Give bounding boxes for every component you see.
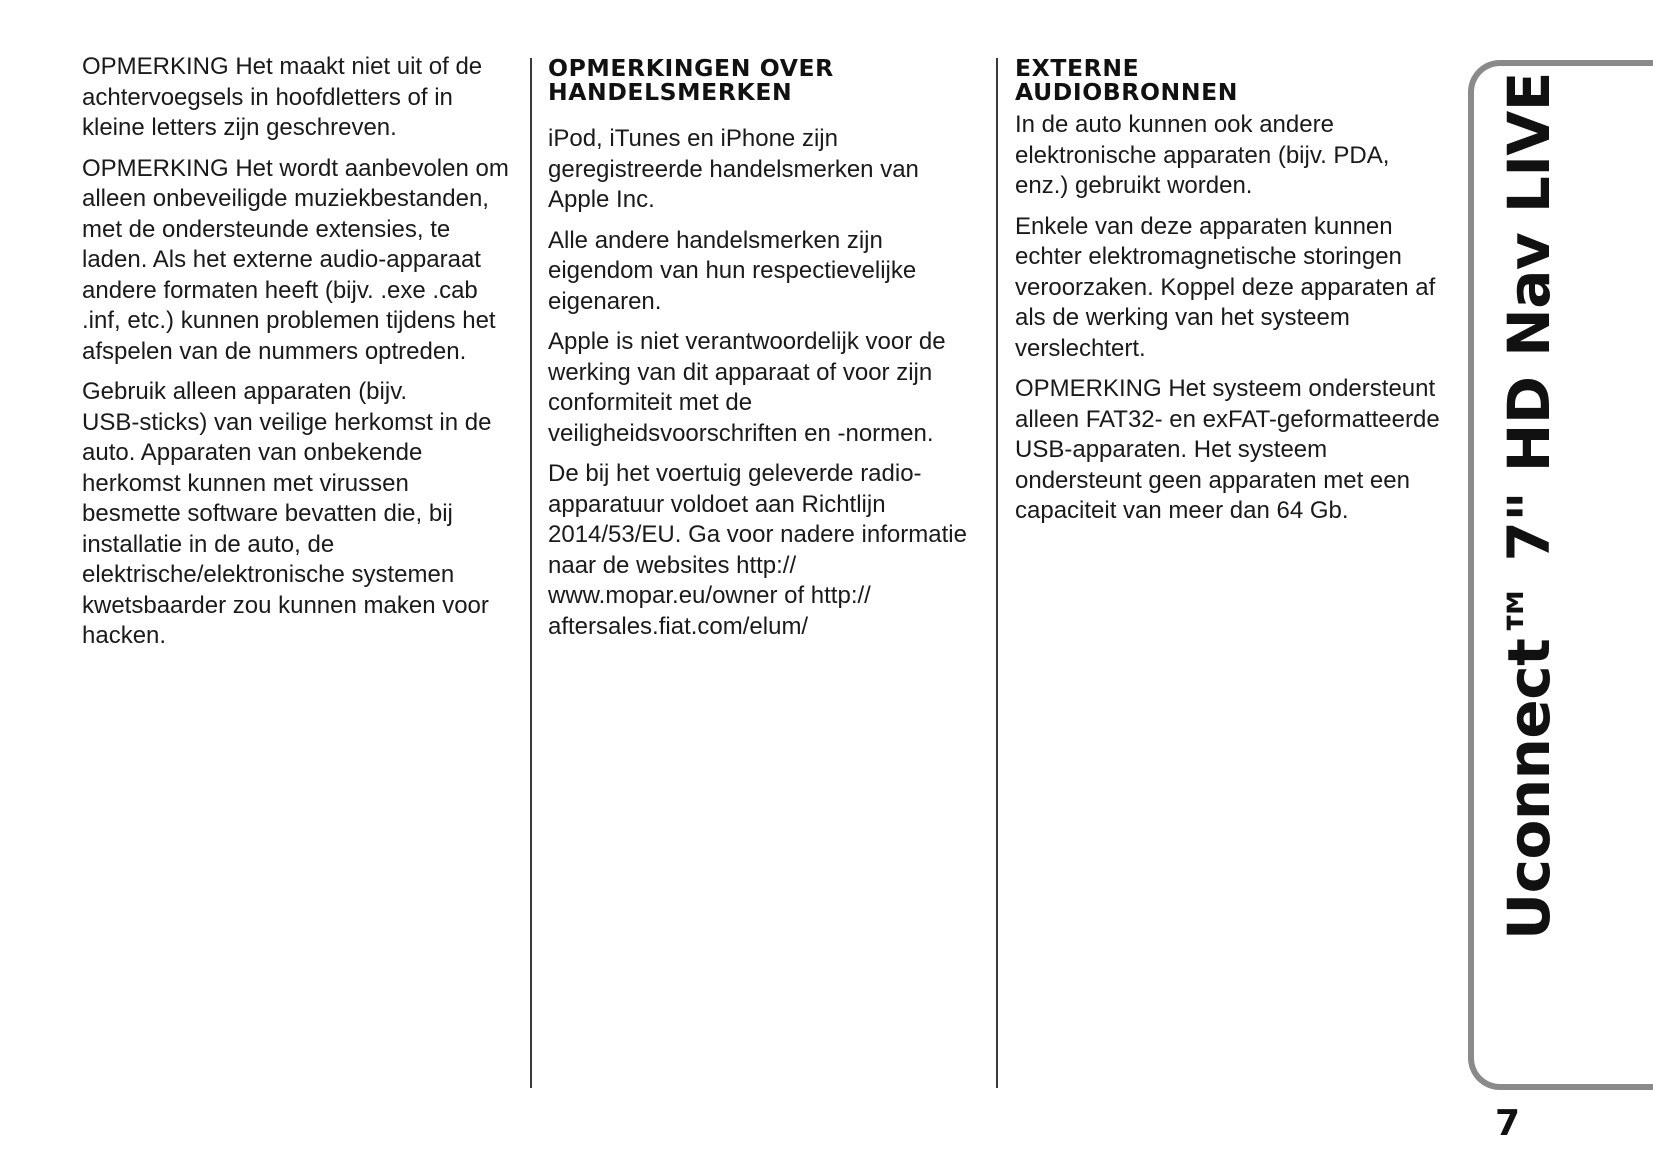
column-divider [996, 58, 998, 1088]
note-paragraph: OPMERKING Het wordt aanbevolen om alleen onbeveiligde muziekbestanden, met de ondersteunde extensies, te laden. Als het externe audio-apparaat andere formaten heeft (bijv. .exe .cab .inf, etc.) kunnen problemen tijdens het afspelen van de nummers optreden. [82, 154, 509, 365]
note-paragraph: OPMERKING Het systeem ondersteunt alleen FAT32- en exFAT-geformatteerde USB-apparaten. Het systeem ondersteunt geen apparaten met een capaciteit van meer dan 64 Gb. [1015, 375, 1440, 524]
chapter-title: Uconnect™ 7" HD Nav LIVE [1495, 72, 1563, 940]
page-number: 7 [1495, 1103, 1521, 1144]
body-paragraph: Alle andere handelsmerken zijn eigendom van hun respectievelijke eigenaren. [548, 226, 917, 315]
column-3 [1015, 52, 1447, 537]
body-paragraph: Enkele van deze apparaten kunnen echter elektromagnetische storingen veroorzaken. Koppel deze apparaten af als de werking van het systeem verslechtert. [1015, 212, 1436, 362]
column-divider [530, 58, 532, 1088]
column-2 [548, 52, 980, 652]
body-paragraph: De bij het voertuig geleverde radio- apparatuur voldoet aan Richtlijn 2014/53/EU. Ga voor nadere informatie naar de websites http:// www.mopar.eu/owner of http:// aftersales.fiat.com/elum/ [548, 460, 967, 640]
body-paragraph: Apple is niet verantwoordelijk voor de werking van dit apparaat of voor zijn conformiteit met de veiligheidsvoorschriften en -normen. [548, 328, 946, 447]
section-heading-trademarks: OPMERKINGEN OVER HANDELSMERKEN [548, 54, 834, 106]
body-paragraph: In de auto kunnen ook andere elektronische apparaten (bijv. PDA, enz.) gebruikt worden. [1015, 111, 1390, 199]
body-paragraph: iPod, iTunes en iPhone zijn geregistreerde handelsmerken van Apple Inc. [548, 125, 919, 213]
note-paragraph: OPMERKING Het maakt niet uit of de achtervoegsels in hoofdletters of in kleine letters zijn geschreven. [82, 53, 483, 141]
column-1 [82, 52, 522, 662]
body-paragraph: Gebruik alleen apparaten (bijv. USB-sticks) van veilige herkomst in de auto. Apparaten van onbekende herkomst kunnen met virussen besmette software bevatten die, bij installatie in de auto, de elektrische/elektronische systemen kwetsbaarder zou kunnen maken voor hacken. [82, 378, 492, 649]
section-heading-external-audio: EXTERNE AUDIOBRONNEN [1015, 54, 1239, 106]
